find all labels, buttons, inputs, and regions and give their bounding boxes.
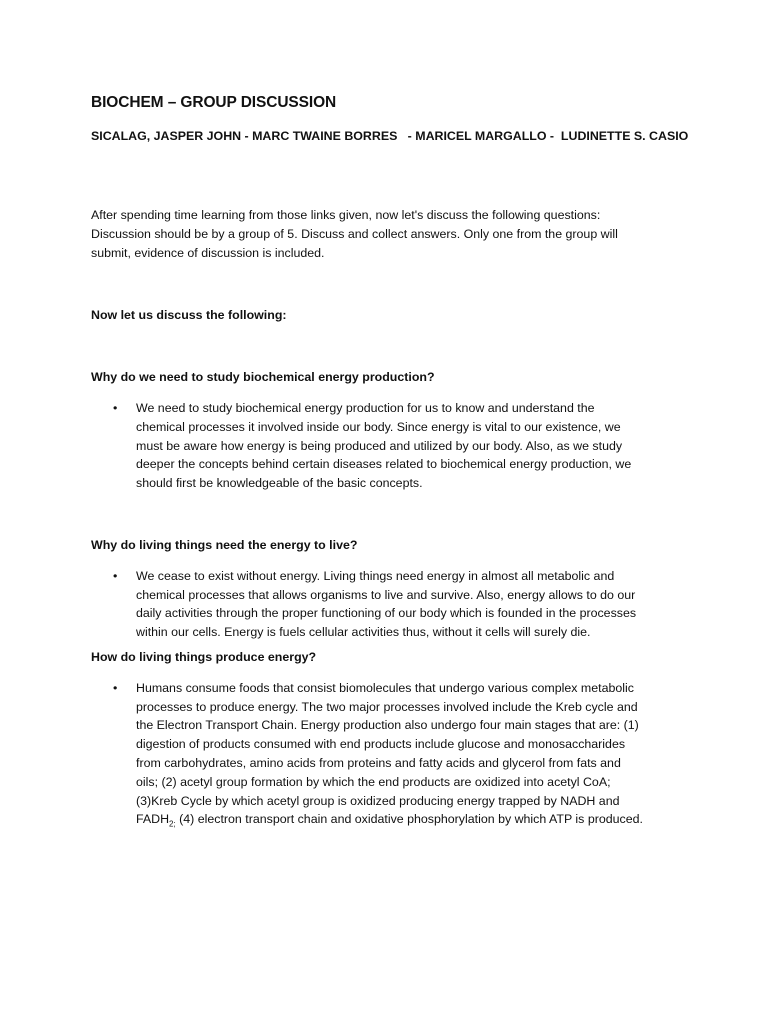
answer-list xyxy=(91,679,681,829)
answer-text: We need to study biochemical energy production for us to know and understand the chemical processes it involved inside our body. Since energy is vital to our existence, we must be aware how energy is being produced and utilized by our body. Also, as we study deeper the concepts behind certain diseases related to biochemical energy production, we should first be knowledgeable of the basic concepts. xyxy=(136,400,632,491)
bullet-icon: • xyxy=(113,400,118,415)
answer-item xyxy=(91,399,646,493)
answer-text: We cease to exist without energy. Living things need energy in almost all metabolic and chemical processes that allows organisms to live and survive. Also, energy allows to do our daily activities through the proper functioning of our body which is founded in the processes within our cells. Energy is fuels cellular activities thus, without it cells will surely die. xyxy=(136,568,637,640)
question-heading: Why do living things need the energy to live? xyxy=(91,537,358,552)
bullet-icon: • xyxy=(113,680,118,695)
intro-paragraph: After spending time learning from those links given, now let's discuss the following questions: Discussion should be by a group of 5. Discuss and collect answers. Only one from the group will submit, evidence of discussion is included. xyxy=(91,208,618,260)
subscript: 2; xyxy=(169,819,176,829)
bullet-icon: • xyxy=(113,568,118,583)
document-title: BIOCHEM – GROUP DISCUSSION xyxy=(91,94,337,111)
answer-text xyxy=(136,681,643,827)
answer-item xyxy=(91,679,646,829)
lead-heading: Now let us discuss the following: xyxy=(91,308,287,323)
answer-text-part1: Humans consume foods that consist biomolecules that undergo various complex metabolic processes to produce energy. The two major processes involved include the Kreb cycle and the Electron Transport Chain. Energy production also undergo four main stages that are: (1) digestion of products consumed with end products include glucose and monosaccharides from carbohydrates, amino acids from proteins and fatty acids and glycerol from fats and oils; (2) acetyl group formation by which the end products are oxidized into acetyl CoA; (3)Kreb Cycle by which acetyl group is oxidized producing energy trapped by NADH and FADH xyxy=(136,680,639,827)
question-heading: How do living things produce energy? xyxy=(91,649,317,664)
author-list: SICALAG, JASPER JOHN - MARC TWAINE BORRES - MARICEL MARGALLO - LUDINETTE S. CASIO xyxy=(91,129,689,143)
answer-item xyxy=(91,567,646,642)
document-content xyxy=(91,92,689,829)
answer-list xyxy=(91,399,681,493)
answer-text-part2: (4) electron transport chain and oxidative phosphorylation by which ATP is produced. xyxy=(175,812,643,827)
answer-list xyxy=(91,567,681,642)
question-heading: Why do we need to study biochemical energy production? xyxy=(91,370,435,385)
